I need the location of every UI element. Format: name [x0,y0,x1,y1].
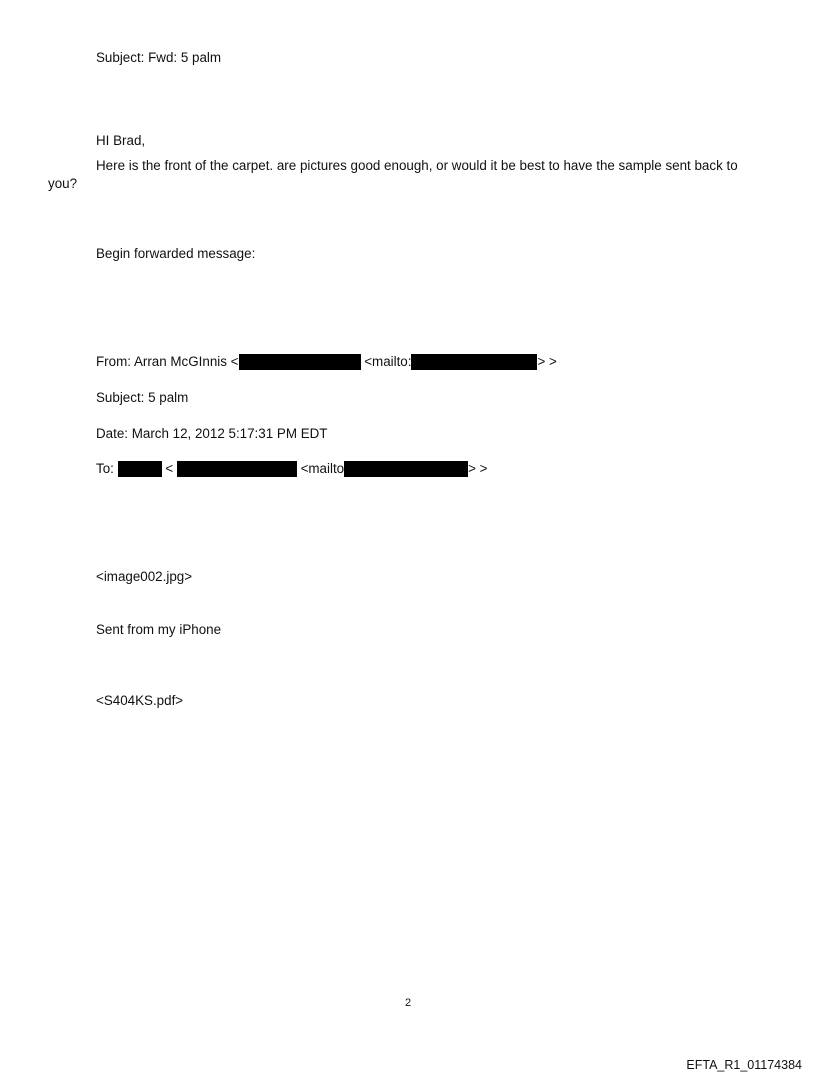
email-greeting: HI Brad, [96,133,146,148]
forwarded-to-line [96,461,488,477]
forwarded-date: Date: March 12, 2012 5:17:31 PM EDT [96,426,328,441]
email-body-line-2: you? [48,176,78,191]
to-label: To: [96,461,118,476]
forwarded-subject: Subject: 5 palm [96,390,189,405]
to-close: > > [468,461,488,476]
forward-intro: Begin forwarded message: [96,246,256,261]
to-mailto: <mailto [296,461,345,476]
image-attachment: <image002.jpg> [96,569,193,584]
to-open: < [161,461,177,476]
forwarded-from-line [96,354,557,370]
redaction-box [118,461,162,477]
email-signature: Sent from my iPhone [96,622,222,637]
email-subject: Subject: Fwd: 5 palm [96,50,222,65]
from-mailto: <mailto: [360,354,412,369]
redaction-box [177,461,297,477]
from-close: > > [537,354,557,369]
document-id: EFTA_R1_01174384 [686,1058,802,1072]
from-label: From: Arran McGInnis < [96,354,239,369]
redaction-box [239,354,361,370]
redaction-box [411,354,537,370]
redaction-box [344,461,468,477]
page-number: 2 [404,997,412,1009]
pdf-attachment: <S404KS.pdf> [96,693,184,708]
email-body-line-1: Here is the front of the carpet. are pictures good enough, or would it be best to have the sample sent back to [96,158,738,173]
